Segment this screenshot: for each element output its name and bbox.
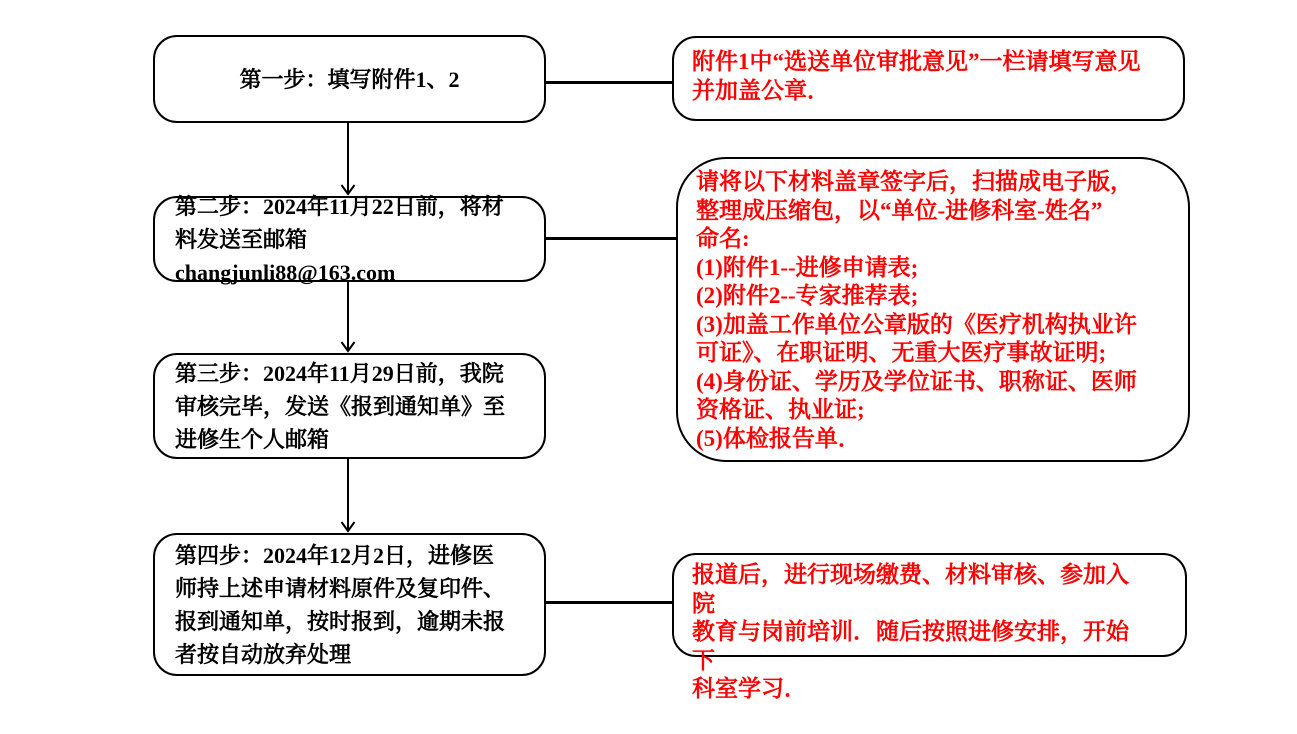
text-line: 报道后，进行现场缴费、材料审核、参加入院 [692,562,1129,616]
text-line: 第二步：2024年11月22日前，将材 [175,193,504,219]
annotation-note-3 [672,553,1187,701]
flow-step-3 [153,353,546,459]
text-line: 请将以下材料盖章签字后，扫描成电子版， [696,169,1133,194]
text-line: 科室学习． [692,676,807,701]
text-line: 第一步：填写附件1、2 [239,66,460,92]
flow-step-4 [153,533,546,676]
text-line: (2)附件2--专家推荐表; [696,283,919,308]
down-arrow-icon [339,123,357,196]
annotation-note-2 [676,157,1190,462]
connector-step4-note3 [546,601,672,604]
down-arrow-icon [339,281,357,353]
text-line: (5)体检报告单． [696,425,861,451]
text-line: 料发送至邮箱changjunli88@163.com [175,226,396,285]
down-arrow-icon [339,458,357,533]
flow-step-1 [153,35,546,123]
text-line: (3)加盖工作单位公章版的《医疗机构执业许 [696,311,1137,337]
text-line: 可证》、在职证明、无重大医疗事故证明; [696,340,1107,365]
flow-step-2 [153,193,546,285]
text-line: 附件1中“选送单位审批意见”一栏请填写意见 [692,49,1141,74]
text-line: 教育与岗前培训．随后按照进修安排，开始下 [692,619,1129,673]
text-line: 者按自动放弃处理 [175,641,352,667]
text-line: 审核完毕，发送《报到通知单》至 [175,393,506,419]
text-line: 整理成压缩包，以“单位-进修科室-姓名” [696,197,1103,223]
text-line: (4)身份证、学历及学位证书、职称证、医师 [696,368,1137,394]
text-line: 进修生个人邮箱 [175,426,330,452]
text-line: 命名: [696,226,750,251]
text-line: 报到通知单，按时报到，逾期未报 [175,608,506,634]
text-line: 第三步：2024年11月29日前，我院 [175,360,504,386]
text-line: 第四步：2024年12月2日，进修医 [175,542,495,568]
text-line: (1)附件1--进修申请表; [696,254,919,280]
connector-step1-note1 [546,81,672,84]
connector-step2-note2 [546,237,676,240]
text-line: 师持上述申请材料原件及复印件、 [175,575,506,601]
text-line: 并加盖公章． [692,77,830,103]
text-line: 资格证、执业证; [696,397,865,422]
annotation-note-1 [672,36,1185,121]
